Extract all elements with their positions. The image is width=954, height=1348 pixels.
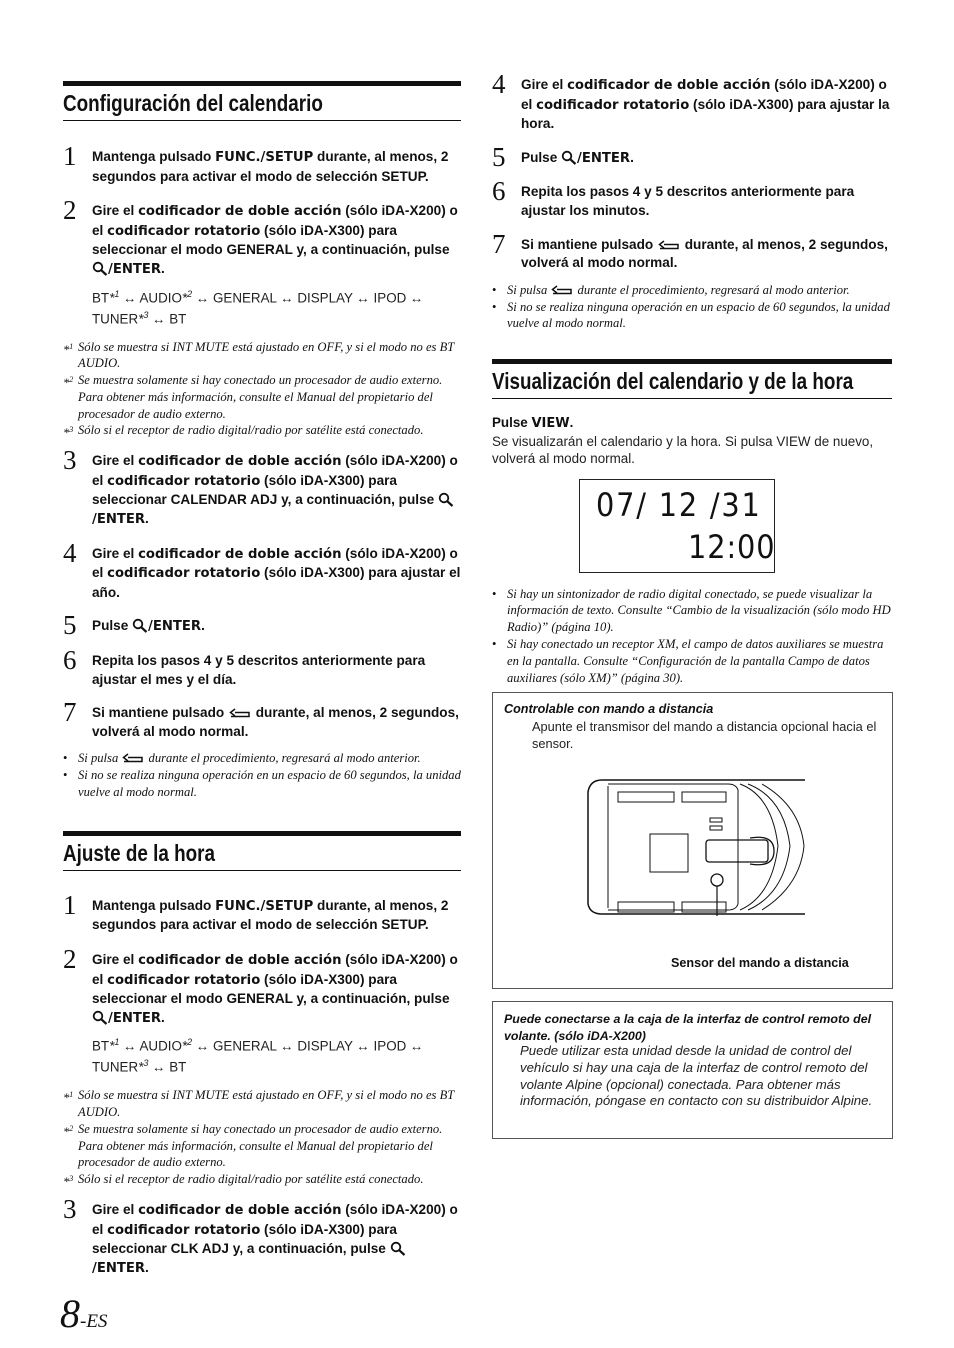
page-number: 8-ES bbox=[60, 1291, 108, 1336]
view-description: Se visualizarán el calendario y la hora. Si pulsa VIEW de nuevo, volverá al modo normal. bbox=[492, 433, 874, 467]
step-1: 1 Mantenga pulsado FUNC./SETUP durante, al menos, 2 segundos para activar el modo de selección SETUP. bbox=[63, 141, 449, 184]
footnote-3: *$^3$ Sólo si el receptor de radio digital/radio por satélite está conectado. bbox=[63, 1172, 424, 1190]
note-xm: • Si hay conectado un receptor XM, el campo de datos auxiliares se muestra en la pantalla. Consulte “Configuración de la pantalla Campo de datos auxiliares (sólo XM)” (página 30). bbox=[492, 636, 892, 686]
lcd-time: 12:00 bbox=[688, 527, 776, 566]
lcd-display bbox=[579, 479, 775, 573]
step-6: 6 Repita los pasos 4 y 5 descritos anteriormente para ajustar el mes y el día. bbox=[63, 645, 426, 687]
footnote-3: *$^3$ Sólo si el receptor de radio digital/radio por satélite está conectado. bbox=[63, 423, 424, 441]
section-title-display: Visualización del calendario y de la hora bbox=[492, 359, 892, 399]
footnote-2: *$^2$ Se muestra solamente si hay conectado un procesador de audio externo. Para obtener más información, consulte el Manual del propietario del procesador de audio externo. bbox=[63, 373, 443, 421]
footnote-1: *$^1$ Sólo se muestra si INT MUTE está ajustado en OFF, y si el modo no es BT AUDIO. bbox=[63, 339, 455, 371]
step-3b: 3 Gire el codificador de doble acción (sólo iDA-X200) o el codificador rotatorio (sólo iDA-X300) para seleccionar CLK ADJ y, a continuación, pulse /ENTER. bbox=[63, 1194, 458, 1276]
section-title-time-adjust: Ajuste de la hora bbox=[63, 831, 461, 871]
search-icon bbox=[561, 150, 577, 165]
box-title: Puede conectarse a la caja de la interfaz de control remoto del volante. (sólo iDA-X200) bbox=[504, 1012, 872, 1043]
step-2b: 2 Gire el codificador de doble acción (sólo iDA-X200) o el codificador rotatorio (sólo iDA-X300) para seleccionar el modo GENERAL y, a continuación, pulse /ENTER. bbox=[63, 943, 458, 1026]
footnote-1: *$^1$ Sólo se muestra si INT MUTE está ajustado en OFF, y si el modo no es BT AUDIO. bbox=[63, 1088, 455, 1120]
step-3: 3 Gire el codificador de doble acción (sólo iDA-X200) o el codificador rotatorio (sólo iDA-X300) para seleccionar CALENDAR ADJ y, a continuación, pulse /ENTER. bbox=[63, 445, 458, 528]
search-icon bbox=[390, 1241, 406, 1256]
view-instruction: Pulse VIEW. bbox=[492, 415, 574, 432]
note-back: • Si pulsa durante el procedimiento, regresará al modo anterior. bbox=[63, 750, 461, 767]
sensor-label: Sensor del mando a distancia bbox=[671, 956, 849, 970]
step-2: 2 Gire el codificador de doble acción (sólo iDA-X200) o el codificador rotatorio (sólo iDA-X300) para seleccionar el modo GENERAL y, a continuación, pulse /ENTER. bbox=[63, 195, 458, 277]
step-7: 7 Si mantiene pulsado durante, al menos, 2 segundos, volverá al modo normal. bbox=[63, 697, 459, 739]
box-text: Apunte el transmisor del mando a distancia opcional hacia el sensor. bbox=[532, 719, 877, 751]
steering-interface-box bbox=[492, 1001, 893, 1139]
note-hd-radio: • Si hay un sintonizador de radio digital conectado, se puede visualizar la información de texto. Consulte “Cambio de la visualización (sólo modo HD Radio)” (página 10). bbox=[492, 586, 892, 636]
note-timeout: • Si no se realiza ninguna operación en un espacio de 60 segundos, la unidad vuelve al modo normal. bbox=[63, 767, 461, 801]
lcd-date: 07/ 12 /31 bbox=[596, 485, 762, 524]
step-5: 5 Pulse /ENTER. bbox=[63, 610, 205, 641]
box-title: Controlable con mando a distancia bbox=[504, 702, 714, 716]
note-back: • Si pulsa durante el procedimiento, regresará al modo anterior. bbox=[492, 282, 892, 299]
back-icon bbox=[228, 706, 252, 718]
mode-chain: BT*$^1$ ↔ AUDIO*$^2$ ↔ GENERAL ↔ DISPLAY ↔ IPOD ↔ TUNER*$^3$ ↔ BT bbox=[92, 288, 424, 326]
search-icon bbox=[92, 261, 108, 276]
back-icon bbox=[550, 283, 574, 295]
step-1b: 1 Mantenga pulsado FUNC./SETUP durante, al menos, 2 segundos para activar el modo de selección SETUP. bbox=[63, 889, 449, 933]
mode-chain: BT*$^1$ ↔ AUDIO*$^2$ ↔ GENERAL ↔ DISPLAY ↔ IPOD ↔ TUNER*$^3$ ↔ BT bbox=[92, 1037, 424, 1075]
step-6-hour: 6 Repita los pasos 4 y 5 descritos anteriormente para ajustar los minutos. bbox=[492, 176, 855, 218]
search-icon bbox=[132, 618, 148, 633]
step-4: 4 Gire el codificador de doble acción (sólo iDA-X200) o el codificador rotatorio (sólo iDA-X300) para ajustar el año. bbox=[63, 537, 461, 600]
back-icon bbox=[121, 751, 145, 763]
head-unit-illustration bbox=[578, 776, 808, 916]
note-timeout: • Si no se realiza ninguna operación en un espacio de 60 segundos, la unidad vuelve al modo normal. bbox=[492, 299, 892, 333]
step-4-hour: 4 Gire el codificador de doble acción (sólo iDA-X200) o el codificador rotatorio (sólo iDA-X300) para ajustar la hora. bbox=[492, 69, 890, 132]
step-7-hour: 7 Si mantiene pulsado durante, al menos, 2 segundos, volverá al modo normal. bbox=[492, 228, 888, 271]
step-5-hour: 5 Pulse /ENTER. bbox=[492, 141, 634, 172]
search-icon bbox=[438, 492, 454, 507]
back-icon bbox=[657, 238, 681, 250]
remote-sensor-box bbox=[492, 692, 893, 989]
section-title-calendar-config: Configuración del calendario bbox=[63, 81, 461, 121]
box-text: Puede utilizar esta unidad desde la unidad de control del vehículo si hay una caja de la interfaz de control remoto del volante Alpine (opcional) conectada. Para obtener más información, póngase en contacto con su distribuidor Alpine. bbox=[520, 1043, 873, 1109]
search-icon bbox=[92, 1010, 108, 1025]
footnote-2: *$^2$ Se muestra solamente si hay conectado un procesador de audio externo. Para obtener más información, consulte el Manual del propietario del procesador de audio externo. bbox=[63, 1121, 443, 1170]
